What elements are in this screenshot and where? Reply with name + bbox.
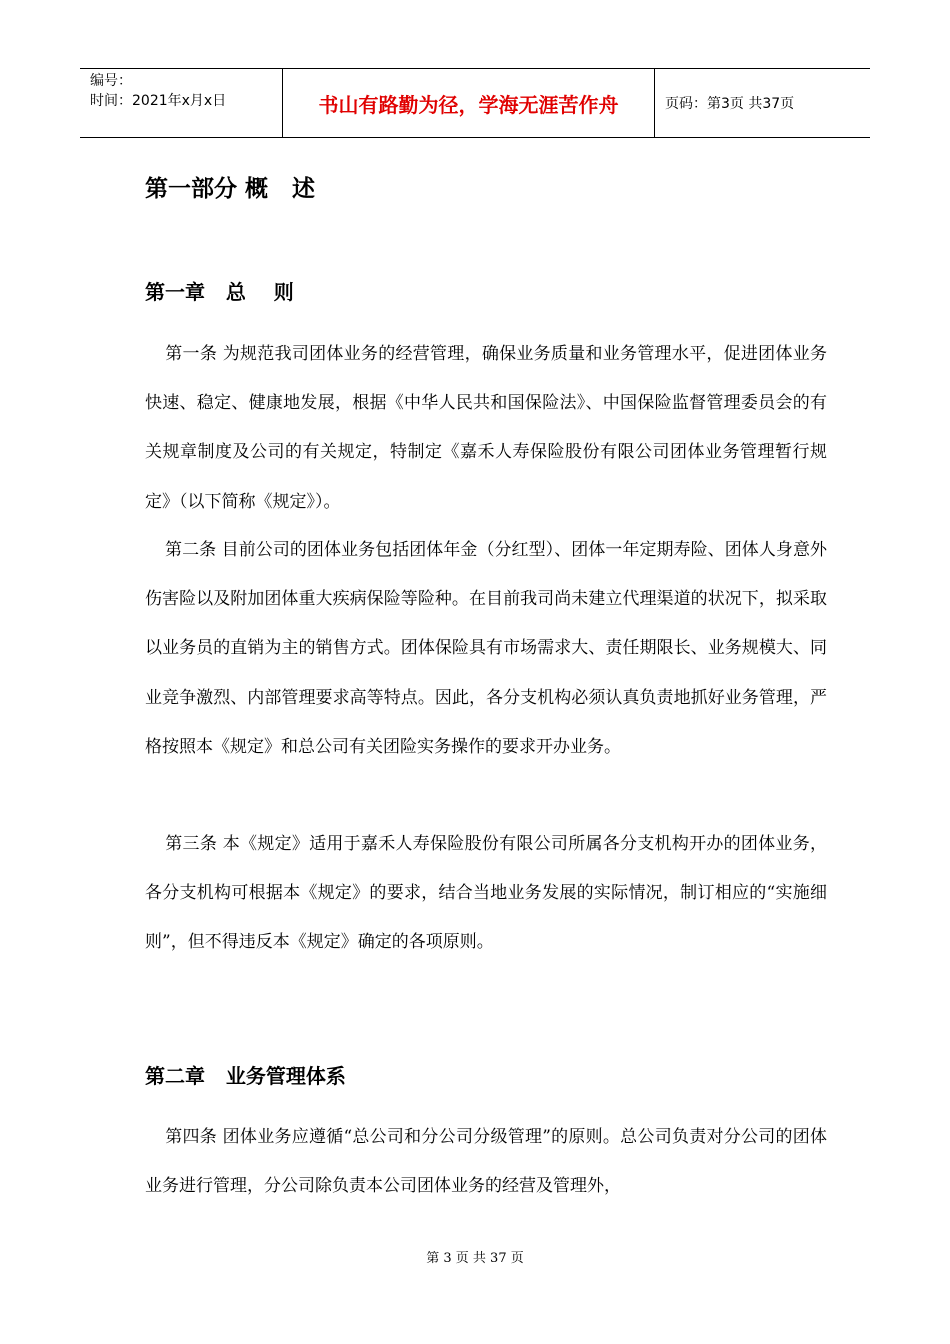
header-motto: 书山有路勤为径，学海无涯苦作舟 [282,69,655,137]
header-page-info: 页码：第3页 共37页 [665,96,795,112]
chapter-1-title: 第一章 总 则 [145,280,294,304]
page-footer: 第 3 页 共 37 页 [426,1251,524,1266]
chapter-2-title: 第二章 业务管理体系 [145,1064,346,1088]
article-1: 第一条 为规范我司团体业务的经营管理，确保业务质量和业务管理水平，促进团体业务快速、稳定、健康地发展，根据《中华人民共和国保险法》、中国保险监督管理委员会的有关规章制度及公司的有关规定，特制定《嘉禾人寿保险股份有限公司团体业务管理暂行规定》（以下简称《规定》）。 [145,344,827,512]
date-label: 时间：2021年x月x日 [90,93,227,109]
article-4: 第四条 团体业务应遵循“总公司和分公司分级管理”的原则。总公司负责对分公司的团体业务进行管理，分公司除负责本公司团体业务的经营及管理外， [145,1127,827,1197]
article-3: 第三条 本《规定》适用于嘉禾人寿保险股份有限公司所属各分支机构开办的团体业务，各分支机构可根据本《规定》的要求，结合当地业务发展的实际情况，制订相应的“实施细则”，但不得违反本《规定》确定的各项原则。 [145,834,827,953]
article-2: 第二条 目前公司的团体业务包括团体年金（分红型）、团体一年定期寿险、团体人身意外伤害险以及附加团体重大疾病保险等险种。在目前我司尚未建立代理渠道的状况下，拟采取以业务员的直销为主的销售方式。团体保险具有市场需求大、责任期限长、业务规模大、同业竞争激烈、内部管理要求高等特点。因此，各分支机构必须认真负责地抓好业务管理，严格按照本《规定》和总公司有关团险实务操作的要求开办业务。 [145,540,827,757]
header-table [80,68,870,138]
part-title: 第一部分 概 述 [145,176,316,202]
header-meta [80,69,282,137]
number-label: 编号： [90,73,132,89]
